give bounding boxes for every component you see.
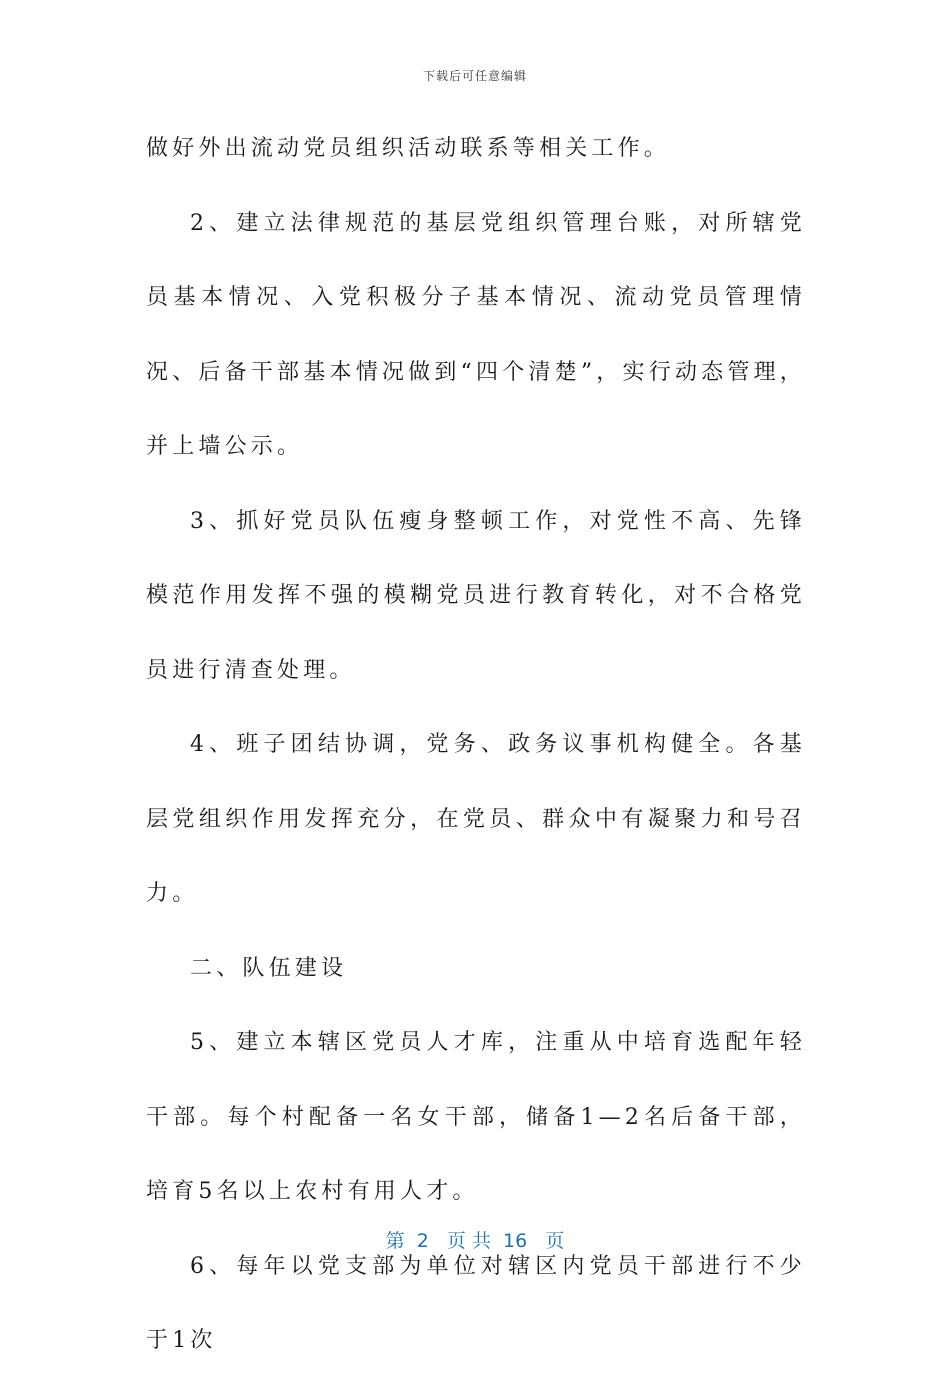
paragraph-continuation: 做好外出流动党员组织活动联系等相关工作。 (146, 136, 671, 161)
document-body (146, 112, 806, 1379)
paragraph-item-4: 4、班子团结协调，党务、政务议事机构健全。各基层党组织作用发挥充分，在党员、群众中有凝聚力和号召力。 (146, 732, 806, 906)
paragraph-item-3: 3、抓好党员队伍瘦身整顿工作，对党性不高、先锋模范作用发挥不强的模糊党员进行教育转化，对不合格党员进行清查处理。 (146, 508, 806, 683)
paragraph-item-6: 6、每年以党支部为单位对辖区内党员干部进行不少于1次 (146, 1253, 806, 1353)
page-number-footer: 第 2 页 共 16 页 (385, 1230, 565, 1252)
paragraph-item-2: 2、建立法律规范的基层党组织管理台账，对所辖党员基本情况、入党积极分子基本情况、流动党员管理情况、后备干部基本情况做到“四个清楚”，实行动态管理，并上墙公示。 (146, 210, 806, 459)
paragraph-item-5: 5、建立本辖区党员人才库，注重从中培育选配年轻干部。每个村配备一名女干部，储备1—2名后备干部，培育5名以上农村有用人才。 (146, 1030, 806, 1204)
document-header-note: 下载后可任意编辑 (422, 69, 527, 83)
section-heading: 二、队伍建设 (190, 955, 348, 981)
